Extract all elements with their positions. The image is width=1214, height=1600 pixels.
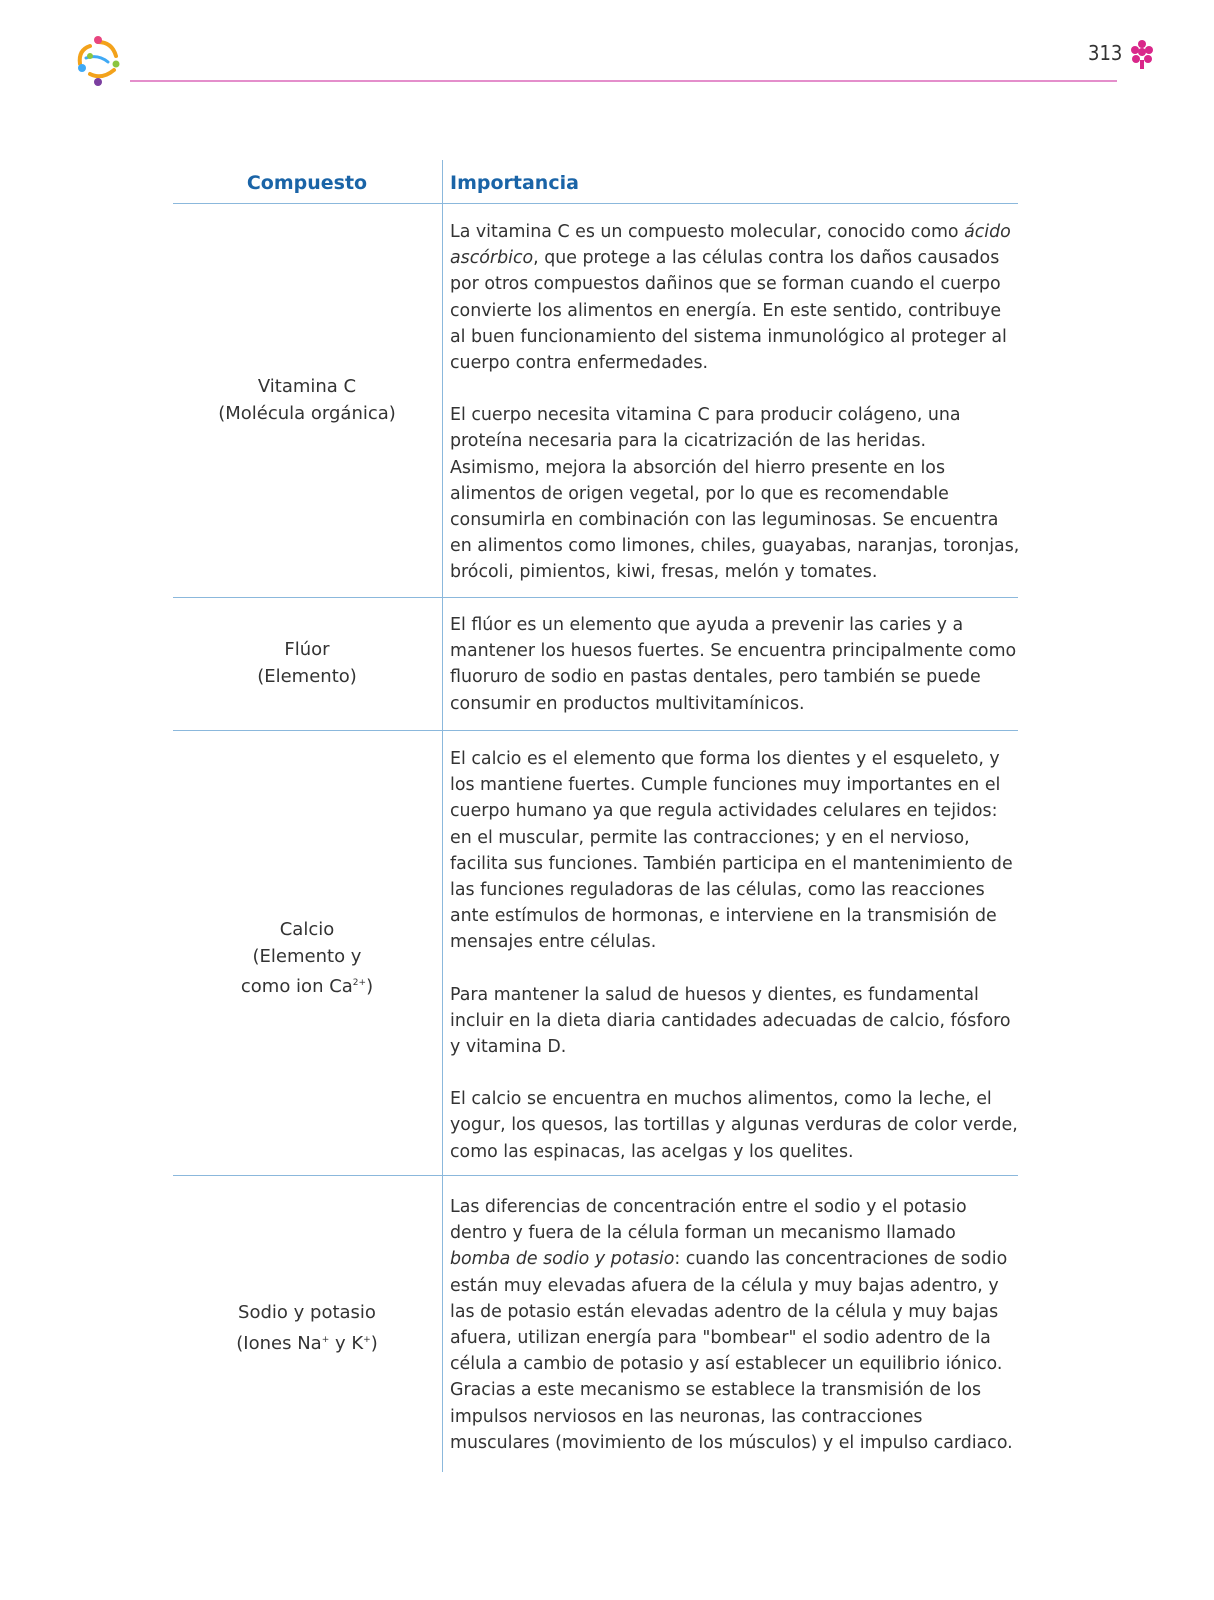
compound-type: (Elemento): [257, 665, 357, 687]
importance-paragraph: La vitamina C es un compuesto molecular, conocido como ácido ascórbico, que protege a las células contra los daños causados por otros compuestos dañinos que se forman cuando el cuerpo convierte los alimentos en energía. En este sentido, contribuye al buen funcionamiento del sistema inmunológico al proteger al cuerpo contra enfermedades.: [450, 222, 1011, 374]
compound-type: (Iones Na+ y K+): [236, 1332, 378, 1354]
importance-paragraph: El cuerpo necesita vitamina C para producir colágeno, una proteína necesaria para la cicatrización de las heridas. Asimismo, mejora la absorción del hierro presente en los alimentos de origen vegetal, por lo que es recomendable consumirla en combinación con las leguminosas. Se encuentra en alimentos como limones, chiles, guayabas, naranjas, toronjas, brócoli, pimientos, kiwi, fresas, melón y tomates.: [450, 405, 1020, 583]
flower-ornament-icon: [1128, 38, 1156, 70]
column-header-importance: Importancia: [450, 172, 579, 194]
book-logo-icon: [72, 34, 124, 86]
importance-paragraph: El calcio se encuentra en muchos alimentos, como la leche, el yogur, los quesos, las tortillas y algunas verduras de color verde, como las espinacas, las acelgas y los quelites.: [450, 1089, 1018, 1162]
importance-paragraph: Para mantener la salud de huesos y dientes, es fundamental incluir en la dieta diaria cantidades adecuadas de calcio, fósforo y vitamina D.: [450, 984, 1011, 1058]
row-divider: [173, 597, 1018, 598]
compound-type: (Elemento y: [252, 945, 362, 967]
compound-cell: [173, 637, 441, 690]
compound-name: Flúor: [284, 639, 330, 660]
compound-name: Vitamina C: [257, 376, 357, 397]
importance-paragraph: Las diferencias de concentración entre el sodio y el potasio dentro y fuera de la célula forman un mecanismo llamado bomba de sodio y potasio: cuando las concentraciones de sodio están muy elevadas afuera de la célula y muy bajas adentro, y las de potasio están elevadas adentro de la célula y muy bajas afuera, utilizan energía para "bombear" el sodio adentro de la célula a cambio de potasio y así establecer un equilibrio iónico. Gracias a este mecanismo se establece la transmisión de los impulsos nerviosos en las neuronas, las contracciones musculares (movimiento de los músculos) y el impulso cardiaco.: [450, 1197, 1013, 1453]
compound-name: Sodio y potasio: [238, 1302, 376, 1323]
row-divider: [173, 730, 1018, 731]
row-divider: [173, 1175, 1018, 1176]
header-rule: [130, 80, 1117, 82]
importance-cell: [450, 1194, 1020, 1456]
compound-type: (Molécula orgánica): [218, 402, 396, 424]
importance-cell: [450, 219, 1020, 586]
header-row-divider: [173, 203, 1018, 204]
compound-cell: [173, 1300, 441, 1357]
importance-paragraph: El flúor es un elemento que ayuda a prevenir las caries y a mantener los huesos fuertes. Se encuentra principalmente como fluoruro de sodio en pastas dentales, pero también se puede consumir en productos multivitamínicos.: [450, 615, 1017, 714]
compound-name: Calcio: [279, 919, 335, 940]
importance-cell: [450, 746, 1020, 1165]
page-number: 313: [1088, 41, 1123, 65]
compound-cell: [173, 917, 441, 1001]
compound-cell: [173, 374, 441, 427]
compound-type: como ion $Ca^{2+}$): [240, 976, 374, 997]
importance-cell: [450, 612, 1020, 717]
column-divider: [442, 160, 443, 1472]
column-header-compound: Compuesto: [246, 172, 368, 194]
importance-paragraph: El calcio es el elemento que forma los dientes y el esqueleto, y los mantiene fuertes. Cumple funciones muy importantes en el cuerpo humano ya que regula actividades celulares en tejidos: en el muscular, permite las contracciones; y en el nervioso, facilita sus funciones. También participa en el mantenimiento de las funciones reguladoras de las células, como las reacciones ante estímulos de hormonas, e interviene en la transmisión de mensajes entre células.: [450, 749, 1013, 953]
